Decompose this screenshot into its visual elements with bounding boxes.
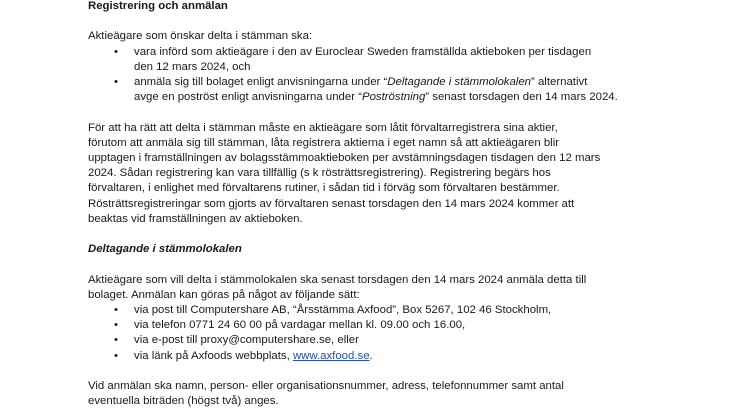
registration-requirements-list xyxy=(88,45,718,106)
notification-details-paragraph: Vid anmälan ska namn, person- eller organisationsnummer, adress, telefonnummer samt antal eventuella biträden (högst två) anges. xyxy=(88,380,564,408)
bullet-icon: • xyxy=(114,319,118,332)
document-page xyxy=(88,0,718,409)
bullet-icon: • xyxy=(114,334,118,347)
bullet-icon: • xyxy=(114,45,118,58)
attendance-paragraph: Aktieägare som vill delta i stämmolokalen ska senast torsdagen den 14 mars 2024 anmäla detta till bolaget. Anmälan kan göras på något av följande sätt: xyxy=(88,273,587,301)
notification-methods-list xyxy=(88,303,718,364)
bullet-icon: • xyxy=(114,349,118,362)
bullet-icon: • xyxy=(114,304,118,316)
registration-heading: Registrering och anmälan xyxy=(88,0,228,12)
registration-intro: Aktieägare som önskar delta i stämman ska: xyxy=(88,30,313,43)
list-item: • anmäla sig till bolaget enligt anvisningarna under “Deltagande i stämmolokalen” alternativt avge en poströst enligt anvisningarna under “Poströstning” senast torsdagen den 14 mars 2024. xyxy=(114,76,618,104)
axfood-website-link[interactable]: www.axfood.se xyxy=(292,349,370,362)
list-item: • via e-post till proxy@computershare.se, eller xyxy=(88,333,718,348)
list-item: • via länk på Axfoods webbplats, www.axfood.se. xyxy=(88,349,718,364)
list-item: • vara införd som aktieägare i den av Euroclear Sweden framställda aktieboken per tisdagen den 12 mars 2024, och xyxy=(114,45,592,73)
list-item: • via post till Computershare AB, “Årsstämma Axfood”, Box 5267, 102 46 Stockholm, xyxy=(88,303,718,318)
attendance-heading: Deltagande i stämmolokalen xyxy=(88,243,242,256)
nominee-registration-paragraph: För att ha rätt att delta i stämman måste en aktieägare som låtit förvaltarregistrera sina aktier, förutom att anmäla sig till stämman, låta registrera aktierna i eget namn så att aktieägaren blir upptagen i framställningen av bolagsstämmoaktieboken per avstämningsdagen tisdagen den 12 mars 2024. Sådan registrering kan vara tillfällig (s k rösträttsregistrering). Registrering begärs hos förvaltaren, i enlighet med förvaltarens rutiner, i sådan tid i förväg som förvaltaren bestämmer. Rösträttsregistreringar som gjorts av förvaltaren senast torsdagen den 14 mars 2024 kommer att beaktas vid framställningen av aktieboken. xyxy=(88,121,601,225)
list-item: • via telefon 0771 24 60 00 på vardagar mellan kl. 09.00 och 16.00, xyxy=(88,318,718,333)
bullet-icon: • xyxy=(114,76,118,88)
